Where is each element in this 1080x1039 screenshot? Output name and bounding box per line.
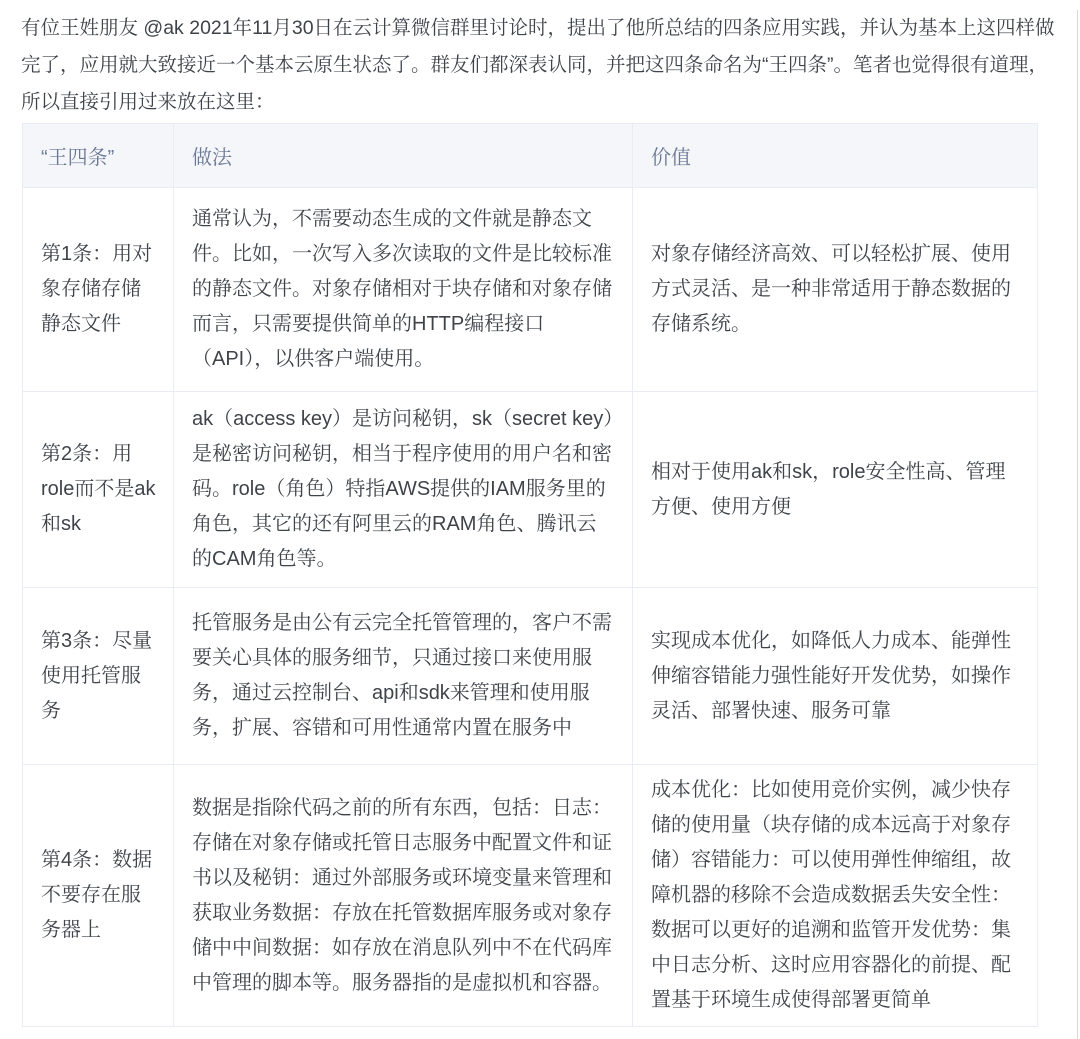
cell-method-4: 数据是指除代码之前的所有东西，包括：日志：存储在对象存储或托管日志服务中配置文件和证书以及秘钥：通过外部服务或环境变量来管理和获取业务数据：存放在托管数据库服务或对象存储中中间数据：如存放在消息队列中不在代码库中管理的脚本等。服务器指的是虚拟机和容器。 — [174, 765, 633, 1027]
table-header-row — [23, 124, 1038, 188]
table-row — [23, 188, 1038, 392]
table-row — [23, 588, 1038, 765]
intro-paragraph: 有位王姓朋友 @ak 2021年11月30日在云计算微信群里讨论时，提出了他所总结的四条应用实践，并认为基本上这四样做完了，应用就大致接近一个基本云原生状态了。群友们都深表认同，并把这四条命名为“王四条”。笔者也觉得很有道理，所以直接引用过来放在这里： — [21, 17, 1055, 113]
cell-value-1: 对象存储经济高效、可以轻松扩展、使用方式灵活、是一种非常适用于静态数据的存储系统。 — [633, 188, 1038, 392]
cell-value-3: 实现成本优化，如降低人力成本、能弹性伸缩容错能力强性能好开发优势，如操作灵活、部署快速、服务可靠 — [633, 588, 1038, 765]
wang-four-rules-table — [22, 123, 1038, 1027]
cell-rule-3: 第3条：尽量使用托管服务 — [23, 588, 174, 765]
header-method: 做法 — [174, 124, 633, 188]
cell-rule-1: 第1条：用对象存储存储静态文件 — [23, 188, 174, 392]
cell-method-1: 通常认为，不需要动态生成的文件就是静态文件。比如，一次写入多次读取的文件是比较标准的静态文件。对象存储相对于块存储和对象存储而言，只需要提供简单的HTTP编程接口（API），以供客户端使用。 — [174, 188, 633, 392]
cell-method-2: ak（access key）是访问秘钥，sk（secret key）是秘密访问秘钥，相当于程序使用的用户名和密码。role（角色）特指AWS提供的IAM服务里的角色，其它的还有阿里云的RAM角色、腾讯云的CAM角色等。 — [174, 392, 633, 588]
page-edge-divider — [1077, 10, 1078, 1039]
cell-value-2: 相对于使用ak和sk，role安全性高、管理方便、使用方便 — [633, 392, 1038, 588]
table-row — [23, 765, 1038, 1027]
cell-rule-4: 第4条：数据不要存在服务器上 — [23, 765, 174, 1027]
header-rule: “王四条” — [23, 124, 174, 188]
header-value: 价值 — [633, 124, 1038, 188]
cell-rule-2: 第2条：用role而不是ak和sk — [23, 392, 174, 588]
cell-method-3: 托管服务是由公有云完全托管管理的，客户不需要关心具体的服务细节，只通过接口来使用服务，通过云控制台、api和sdk来管理和使用服务，扩展、容错和可用性通常内置在服务中 — [174, 588, 633, 765]
table-row — [23, 392, 1038, 588]
cell-value-4: 成本优化：比如使用竞价实例，减少快存储的使用量（块存储的成本远高于对象存储）容错能力：可以使用弹性伸缩组，故障机器的移除不会造成数据丢失安全性：数据可以更好的追溯和监管开发优势：集中日志分析、这时应用容器化的前提、配置基于环境生成使得部署更简单 — [633, 765, 1038, 1027]
